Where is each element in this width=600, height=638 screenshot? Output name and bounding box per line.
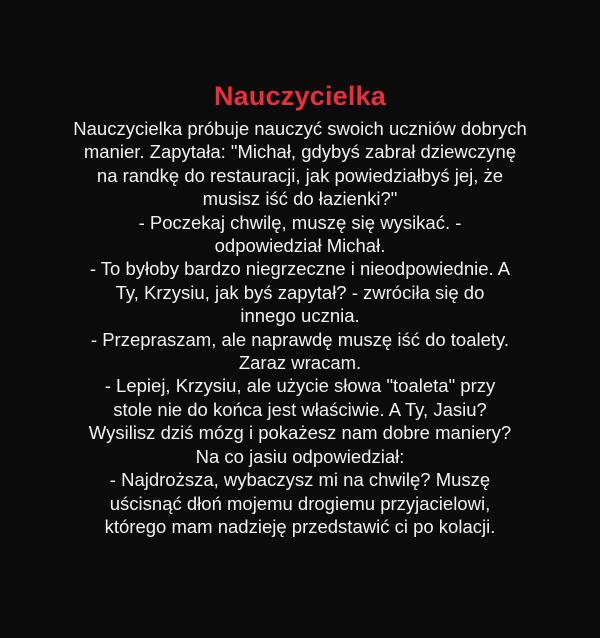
text-line: - Poczekaj chwilę, muszę się wysikać. - (138, 211, 462, 233)
text-line: którego mam nadzieję przedstawić ci po kolacji. (104, 515, 496, 537)
text-line: Ty, Krzysiu, jak byś zapytał? - zwróciła się do (115, 281, 485, 303)
text-line: na randkę do restauracji, jak powiedziałbyś jej, że (96, 164, 504, 186)
text-line: Nauczycielka próbuje nauczyć swoich uczniów dobrych (73, 118, 527, 139)
text-line: - To byłoby bardzo niegrzeczne i nieodpowiednie. A (89, 258, 511, 280)
text-line: Zaraz wracam. (238, 352, 362, 374)
text-line: - Lepiej, Krzysiu, ale użycie słowa "toaleta" przy (104, 375, 496, 397)
text-line: Na co jasiu odpowiedział: (195, 445, 405, 467)
post-body (0, 117, 600, 538)
text-line: - Najdroższa, wybaczysz mi na chwilę? Muszę (109, 469, 491, 491)
text-line: odpowiedział Michał. (214, 235, 386, 257)
text-line: manier. Zapytała: "Michał, gdybyś zabrał dziewczynę (83, 141, 517, 163)
text-line: stole nie do końca jest właściwie. A Ty, Jasiu? (113, 398, 487, 420)
post-title: Nauczycielka (213, 81, 386, 111)
text-line: Wysilisz dziś mózg i pokażesz nam dobre maniery? (88, 422, 512, 444)
text-line: innego ucznia. (240, 305, 360, 327)
text-line: - Przepraszam, ale naprawdę muszę iść do toalety. (90, 328, 510, 350)
text-line: uścisnąć dłoń mojemu drogiemu przyjacielowi, (109, 492, 491, 514)
text-line: musisz iść do łazienki?" (202, 188, 398, 210)
